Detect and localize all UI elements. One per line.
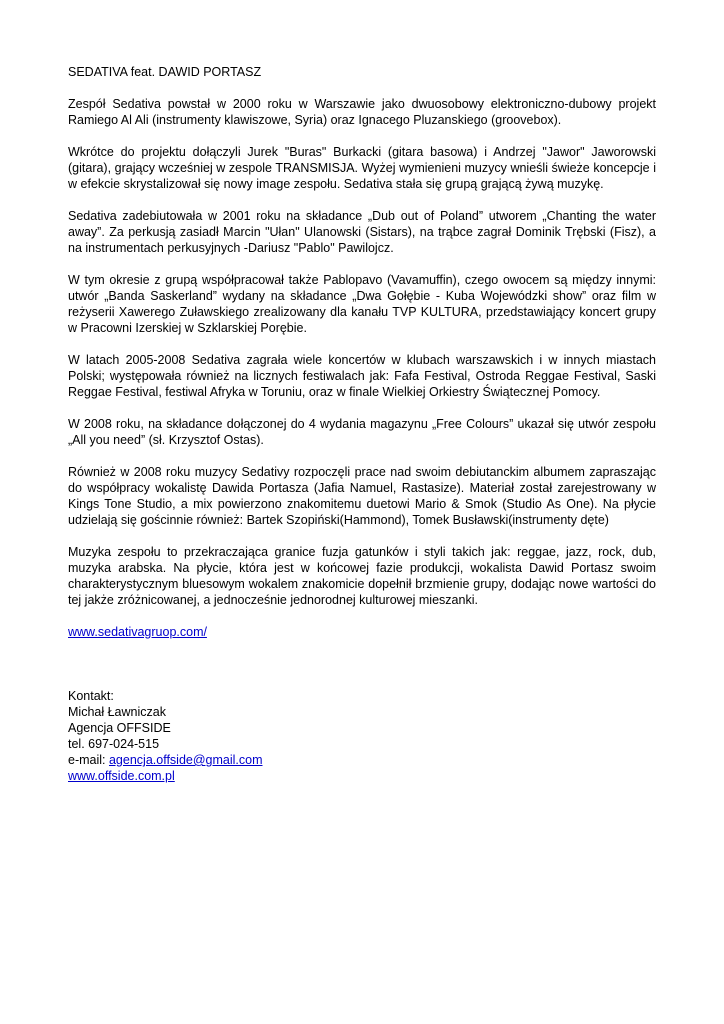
contact-heading: Kontakt: xyxy=(68,689,114,703)
contact-name: Michał Ławniczak xyxy=(68,705,166,719)
paragraph-music-style: Muzyka zespołu to przekraczająca granice fuzja gatunków i styli takich jak: reggae, jazz, rock, dub, muzyka arabska. Na płycie, która jest w końcowej fazie produkcji, wokalista Dawid Portasz swoim charakterystycznym bluesowym wokalem znakomicie dopełnił brzmienie grupy, dodając nowe wartości do tej jakże zróżnicowanej, a jednocześnie jednorodnej kulturowej mieszanki. xyxy=(68,545,656,607)
offside-website-link[interactable]: www.offside.com.pl xyxy=(68,769,175,783)
paragraph-debut-album: Również w 2008 roku muzycy Sedativy rozpoczęli prace nad swoim debiutanckim albumem zapraszając do współpracy wokalistę Dawida Portasza (Jafia Namuel, Rastasize). Materiał został zarejestrowany w Kings Tone Studio, a mix powierzono znakomitemu duetowi Mario & Smok (Studio As One). Na płycie udzielają się gościnnie również: Bartek Szopiński(Hammond), Tomek Busławski(instrumenty dęte) xyxy=(68,465,656,527)
paragraph-collaborations: W tym okresie z grupą współpracował także Pablopavo (Vavamuffin), czego owocem są między innymi: utwór „Banda Saskerland” wydany na składance „Dwa Gołębie - Kuba Wojewódzki show” oraz film w reżyserii Xawerego Zuławskiego zrealizowany dla kanału TVP KULTURA, przedstawiający koncert grupy w Pracowni Izerskiej w Szklarskiej Porębie. xyxy=(68,273,656,335)
paragraph-band-origin: Zespół Sedativa powstał w 2000 roku w Warszawie jako dwuosobowy elektroniczno-dubowy projekt Ramiego Al Ali (instrumenty klawiszowe, Syria) oraz Ignacego Pluzanskiego (groovebox). xyxy=(68,97,656,127)
document-title: SEDATIVA feat. DAWID PORTASZ xyxy=(68,65,262,79)
email-link[interactable]: agencja.offside@gmail.com xyxy=(108,753,263,767)
paragraph-new-members: Wkrótce do projektu dołączyli Jurek "Buras" Burkacki (gitara basowa) i Andrzej "Jawor" Jaworowski (gitara), grający wcześniej w zespole TRANSMISJA. Wyżej wymienieni muzycy wnieśli świeże koncepcje i w efekcie skrystalizował się nowy image zespołu. Sedativa stała się grupą grającą żywą muzykę. xyxy=(68,145,656,191)
contact-site-line xyxy=(68,768,656,784)
contact-phone: tel. 697-024-515 xyxy=(68,737,160,751)
paragraph-free-colours: W 2008 roku, na składance dołączonej do 4 wydania magazynu „Free Colours” ukazał się utwór zespołu „All you need” (sł. Krzysztof Ostas). xyxy=(68,417,656,447)
contact-block xyxy=(68,688,656,784)
contact-agency: Agencja OFFSIDE xyxy=(68,721,171,735)
paragraph-debut-2001: Sedativa zadebiutowała w 2001 roku na składance „Dub out of Poland” utworem „Chanting the water away”. Za perkusją zasiadł Marcin "Ułan" Ulanowski (Sistars), na trąbce zagrał Dominik Trębski (Fisz), a na instrumentach perkusyjnych -Dariusz "Pablo" Pawilojcz. xyxy=(68,209,656,255)
website-link-line xyxy=(68,624,656,640)
email-label: e-mail: xyxy=(68,753,109,767)
paragraph-concerts-2005-2008: W latach 2005-2008 Sedativa zagrała wiele koncertów w klubach warszawskich i w innych miastach Polski; występowała również na licznych festiwalach jak: Fafa Festival, Ostroda Reggae Festival, Saski Reggae Festival, festiwal Afryka w Toruniu, oraz w finale Wielkiej Orkiestry Świątecznej Pomocy. xyxy=(68,353,656,399)
contact-email-line xyxy=(68,752,656,768)
band-website-link[interactable]: www.sedativagruop.com/ xyxy=(68,625,207,639)
